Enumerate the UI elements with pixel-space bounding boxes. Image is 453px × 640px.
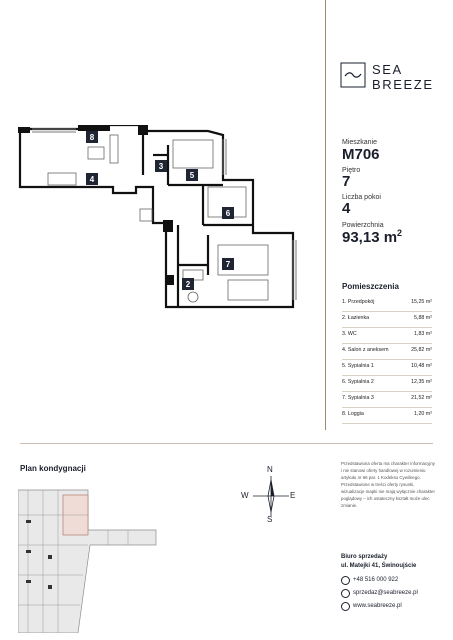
- rooms-count-label: Liczba pokoi: [342, 194, 381, 201]
- room-tag-7-label: 7: [225, 260, 231, 269]
- room-tag-5-label: 5: [189, 171, 195, 180]
- room-row: 5. Sypialnia 1 10,48 m²: [342, 360, 432, 376]
- room-tag-8-label: 8: [89, 133, 95, 142]
- room-row: 4. Salon z aneksem 25,82 m²: [342, 344, 432, 360]
- apartment-value: M706: [342, 146, 380, 163]
- room-row: 6. Sypialnia 2 12,35 m²: [342, 376, 432, 392]
- email-icon: [341, 589, 350, 598]
- horizontal-divider: [20, 443, 433, 444]
- wave-logo-icon: [340, 62, 366, 88]
- area-label: Powierzchnia: [342, 222, 384, 229]
- floor-value: 7: [342, 173, 351, 190]
- floor-plan-map: [18, 485, 160, 633]
- apartment-floor-plan: [18, 125, 308, 315]
- compass-rose-icon: [253, 476, 289, 516]
- brand-logo: [340, 56, 435, 96]
- brand-line-1: SEA: [372, 62, 403, 77]
- area-value: 93,13 $m^2$: [342, 228, 403, 246]
- rooms-count-value: 4: [342, 200, 351, 217]
- room-row: 7. Sypialnia 3 21,52 m²: [342, 392, 432, 408]
- vertical-divider: [325, 0, 326, 430]
- website-url: www.seabreeze.pl: [353, 603, 402, 609]
- rooms-title: Pomieszczenia: [342, 282, 399, 291]
- sales-office-title: Biuro sprzedaży ul. Matejki 41, Świnoujście: [341, 554, 417, 569]
- compass-south: S: [267, 515, 273, 524]
- globe-icon: [341, 602, 350, 611]
- compass-north: N: [267, 465, 273, 474]
- compass-west: W: [241, 491, 249, 500]
- compass-east: E: [290, 491, 296, 500]
- room-row: 3. WC 1,83 m²: [342, 328, 432, 344]
- room-row: 8. Loggia 1,20 m²: [342, 408, 432, 424]
- room-tag-6-label: 6: [225, 209, 231, 218]
- room-row: 1. Przedpokój 15,25 m²: [342, 296, 432, 312]
- email-address: sprzedaz@seabreeze.pl: [353, 590, 418, 596]
- phone-number: +48 516 000 922: [353, 577, 399, 583]
- apartment-label: Mieszkanie: [342, 139, 378, 146]
- room-tag-3-label: 3: [158, 162, 164, 171]
- floor-plan-title: Plan kondygnacji: [20, 464, 86, 473]
- phone-icon: [341, 576, 350, 585]
- room-tag-2-label: 2: [185, 280, 191, 289]
- brand-line-2: BREEZE: [372, 77, 434, 92]
- floor-label: Piętro: [342, 167, 361, 174]
- room-row: 2. Łazienka 5,88 m²: [342, 312, 432, 328]
- room-tag-4-label: 4: [89, 175, 95, 184]
- disclaimer-text: Przedstawiona oferta ma charakter informacyjny i nie stanowi oferty handlowej w rozumieniu artykułu nr 66 par. 1 Kodeksu Cywilnego. Przedstawione w treści oferty rysunki, wizualizacje mapki nie mają wyłącznie charakter poglądowy – ich ostateczny kształt może ulec zmianie.: [341, 461, 435, 508]
